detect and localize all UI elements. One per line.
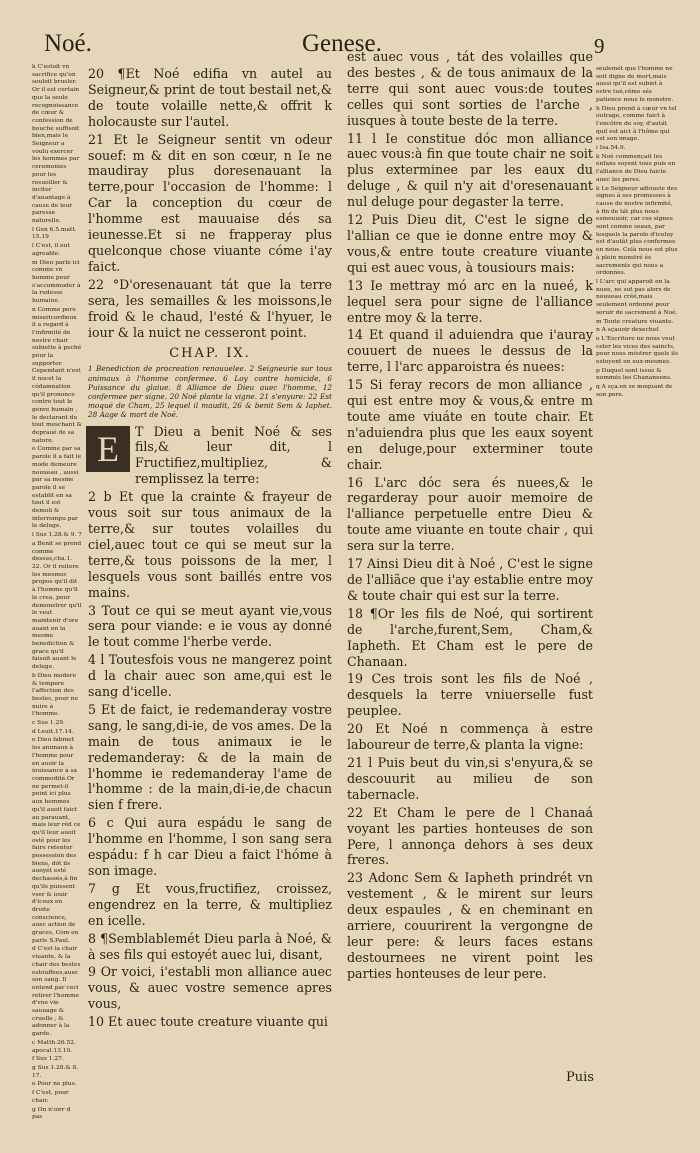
verse: 4 l Toutesfois vous ne mangerez point d la chair auec son ame,qui est le sang d'icelle. xyxy=(88,652,332,700)
header-center: Genese. xyxy=(302,30,382,57)
margin-note: a Benit se prend comme dessus,cha.1. 22. Or il reitere les mesmes propos qu'il dit à l'homme qu'il le crea, pour demonstrer qu'il le veut maintenir d'ore auant en la mesme benediction & grace qu'il faisoit auant le deluge. xyxy=(32,540,82,671)
margin-note: k C'estoit vn sacrifice qu'on souloit brusler. Or il est certain que la seule recognoissance de cœur & confession de bouche suffisoit bien,mais le Seigneur a voulu exercer les hommes par ceremonies pour les resueiller & inciter d'auantage à cause de leur paresse naturelle. xyxy=(32,64,80,225)
verse: 10 Et auec toute creature viuante qui xyxy=(88,1014,328,1030)
verse: 13 Ie mettray mó arc en la nueé, k lequel sera pour signe de l'alliance entre moy & la terre. xyxy=(347,277,593,325)
verse: 14 Et quand il aduiendra que i'auray couuert de nuees le dessus de la terre, l l'arc apparoistra és nuees: xyxy=(347,327,593,375)
chapter-9-verses xyxy=(88,424,332,1031)
verse: 18 ¶Or les fils de Noé, qui sortirent de l'arche,furent,Sem, Cham,& Iapheth. Et Cham est le pere de Chanaan. xyxy=(347,605,593,669)
verse: 11 l Ie constitue dóc mon alliance auec vous:à fin que toute chair ne soit plus exterminee par les eaux du deluge , & quil n'y ait d'oresenauant nul deluge pour degaster la terre. xyxy=(347,130,593,210)
verse: 8 ¶Semblablemét Dieu parla à Noé, & à ses fils qui estoyét auec lui, disant, xyxy=(88,930,332,962)
right-margin-notes xyxy=(596,66,678,626)
margin-note: i Isa.54.9. xyxy=(596,145,626,152)
chapter-heading: CHAP. IX. xyxy=(169,346,251,362)
margin-note: o L'Escriture ne nous veut celer les vices des saincts, pour nous móstrer quels ils estoyent en eux-mesmes. xyxy=(596,335,678,366)
header-left: Noé. xyxy=(44,30,92,57)
verse: 20 ¶Et Noé edifia vn autel au Seigneur,& print de tout bestail net,& de toute volaille nette,& offrit k holocauste sur l'autel. xyxy=(88,66,332,129)
catchword: Puis xyxy=(566,1070,594,1085)
margin-note: q A sça.en se moquant de son pere. xyxy=(596,384,673,398)
left-margin-notes xyxy=(32,64,82,1121)
margin-note: d Leuit.17.14. xyxy=(32,728,74,735)
margin-note: e Dieu fabmet les animaux à l'homme pour en auoir la iouissance à sa commodité.Or ne permet-il point ici plus aux hommes qu'il auoit faict au parauant, mais leur réd ce qu'il leur auoit osté pour les faire retenter possession des biens, dót ils auoyét esté dechassés,à fin qu'ils puissent vser & iouir d'iceux en droite conscience, auec action de graces, Com en parle S.Paul. xyxy=(32,737,81,944)
margin-note: k Le Seigneur adiouste des signes à ses promesses à cause de nostre infirmité, à fin de tát plus nous esmouuoir, car ces signes sont comme seaux, par lesquels la parole d'iceluy est d'autât plus confermee en nous. Celà nous est plus à plein monstré és sacrements qui nous a ordonnes. xyxy=(596,185,678,277)
margin-note: g Sus 1.28.& 8. 17. xyxy=(32,1065,79,1079)
margin-note: seulemét que l'homme ne soit digne de mort,mais aussi qu'il est subiet à estre tué,cóme sés patience nous le monstre. xyxy=(596,66,674,103)
verse: 3 Tout ce qui se meut ayant vie,vous sera pour viande: e ie vous ay donné le tout comme l'herbe verde. xyxy=(88,602,332,650)
chapter-9-verses-cont xyxy=(347,49,593,982)
margin-note: n Comme pere misericordieux il a regard à l'infirmité de nostre chair subiette à peché pour la supporter. Cependant n'est il nocet la códamnation qu'il prononce contre tout le genre humain , le declarant du tout meschant & depraué de sa nature. xyxy=(32,306,82,444)
margin-note: l Sus 1.28.& 9. 7 xyxy=(32,532,82,539)
verse: 21 Et le Seigneur sentit vn odeur souef: m & dit en son cœur, n Ie ne maudiray plus doresenauant la terre,pour l'occasion de l'homme: l Car la conception du cœur de l'homme est mauuaise dés sa ieunesse.Et si ne frapperay plus quelconque chose viuante cóme i'ay faict. xyxy=(88,131,332,274)
verse: 6 c Qui aura espádu le sang de l'homme en l'homme, l son sang sera espádu: f h car Dieu a faict l'hóme à son image. xyxy=(88,815,332,878)
verse: 2 b Et que la crainte & frayeur de vous soit sur tous animaux de la terre,& sur toutes volailles du ciel,auec tout ce qui se meut sur la terre,& tous poissons de la mer, l lesquels vous sont baillés entre vos mains. xyxy=(88,489,332,600)
margin-note: c Sus 1.29. xyxy=(32,720,65,727)
text-column-right xyxy=(347,49,593,1062)
margin-note: l L'arc qui apparoit en la nuee, ne sut pas alors de nouueau créé,mais seulement ordonné pour seruir de sacrement à Noé. xyxy=(596,278,678,316)
chapter-8-end-verses xyxy=(88,66,332,340)
margin-note: f C'est, pour chair. xyxy=(32,1090,69,1104)
margin-note: e Pour ne plus. xyxy=(32,1081,77,1088)
margin-note: p Duquel sont issus & nommés les Chananeens. xyxy=(596,367,672,382)
text-column-left xyxy=(88,66,332,1042)
verse: 7 g Et vous,fructifiez, croissez, engendrez en la terre, & multipliez en icelle. xyxy=(88,880,332,928)
margin-note: m Dieu parle ici comme vn homme pour s'accommoder à la rudesse humaine. xyxy=(32,259,81,305)
verse: 22 Et Cham le pere de l Chanaá voyant les parties honteuses de son Pere, l annonça dehors à ses deux freres. xyxy=(347,804,593,868)
margin-note: g On n'oirr d pas xyxy=(32,1106,71,1121)
verse: 22 °D'oresenauant tát que la terre sera, les semailles & les moissons,le froid & le chaud, l'esté & l'hyuer, le iour & la nuict ne cesseront point. xyxy=(88,276,332,340)
verse: 15 Si feray recors de mon alliance , qui est entre moy & vous,& entre m toute ame viuáte en toute chair. Et n'aduiendra plus que les eaux soyent en deluge,pour exterminer toute chair. xyxy=(347,377,593,472)
verse: 5 Et de faict, ie redemanderay vostre sang, le sang,di-ie, de vos ames. De la main de tous animaux ie le redemanderay: & de la main de l'homme ie redemanderay l'ame de l'homme : de la main,di-ie,de chacun sien f frere. xyxy=(88,701,332,813)
margin-note: h Dieu prend à cœur vn tel outrage, comme faict à l'encôtre de soy, d'autát quil est aict à l'hôme qui est son image. xyxy=(596,105,677,143)
margin-note: l Gen 6.5.matt. 15.19 xyxy=(32,226,77,241)
margin-note: n A sçauoir dexechef. xyxy=(596,327,661,334)
chapter-summary: 1 Benediction de procreation renouuelee. 2 Seigneurie sur tous animaux à l'homme confermee. 6 Loy contre homicide, 6 Puissance du glaiue. 8 Alliance de Dieu auec l'homme, 12 confermee per signe. 20 Noé plante la vigne. 21 s'enyure: 22 Est moqué de Cham, 25 lequel il maudit, 26 & benit Sem & Iaphet. 28 Aage & mort de Noé. xyxy=(88,364,332,420)
verse: 21 l Puis beut du vin,si s'enyura,& se descouurit au milieu de son tabernacle. xyxy=(347,754,593,802)
margin-note: f Sus 1.27. xyxy=(32,1056,64,1063)
verse: T Dieu a benit Noé & ses fils,& leur dit, l Fructifiez,multipliez, & remplissez la terre: xyxy=(135,423,332,487)
margin-note: o Comme par sa parole il a fait le mode demeure nouueau , aussi par sa mesme parole il se establit en sa tout il est demoli & interrompu par le deluge. xyxy=(32,446,82,530)
drop-cap: E xyxy=(86,426,130,472)
margin-note: b Dieu modere & tempere l'affection des bestes, pour ne nuire à l'homme. xyxy=(32,672,78,718)
margin-note: k Noé commençait les enfans soyent tous puis en l'alliance de Dieu faicte auec les peres. xyxy=(596,153,676,183)
verse: 12 Puis Dieu dit, C'est le signe de l'allian ce que ie donne entre moy & vous,& entre toute creature viuante qui est auec vous, à tousiours mais: xyxy=(347,212,593,275)
verse: 9 Or voici, i'establi mon alliance auec vous, & auec vostre semence apres vous, xyxy=(88,964,332,1012)
verse: 23 Adonc Sem & Iapheth prindrét vn vestement , & le mirent sur leurs deux espaules , & en cheminant en arriere, couurirent la vergongne de leur pere: & leurs faces estans destournees ne virent point les parties honteuses de leur pere. xyxy=(347,870,593,981)
margin-note: m Toute creature viuante. xyxy=(596,318,674,325)
margin-note: c Matth.26.52. apocal.13.10. xyxy=(32,1039,76,1054)
verse: 16 L'arc dóc sera és nuees,& le regarderay pour auoir memoire de l'alliance perpetuelle entre Dieu & toute ame viuante en toute chair , qui sera sur la terre. xyxy=(347,474,593,554)
verse: est auec vous , tát des volailles que des bestes , & de tous animaux de la terre qui sont auec vous:de toutes celles qui sont sorties de l'arche , iusques à toute beste de la terre. xyxy=(347,49,593,128)
margin-note: d C'est la chair viuante, & la chair des bestes estouffees,auec son sang. Il entend par ceci retirer l'homme d'vne vie sauuage & cruelle , & adonner à la garde. xyxy=(32,946,81,1038)
verse: 19 Ces trois sont les fils de Noé , desquels la terre vniuerselle fust peuplee. xyxy=(347,671,593,719)
margin-note: l C'est, il eut agreable. xyxy=(32,243,70,257)
verse: 20 Et Noé n commença à estre laboureur de terre,& planta la vigne: xyxy=(347,721,593,753)
verse: 17 Ainsi Dieu dit à Noé , C'est le signe de l'alliãce que i'ay establie entre moy & toute chair qui est sur la terre. xyxy=(347,556,593,603)
page-number: 9 xyxy=(594,34,605,58)
